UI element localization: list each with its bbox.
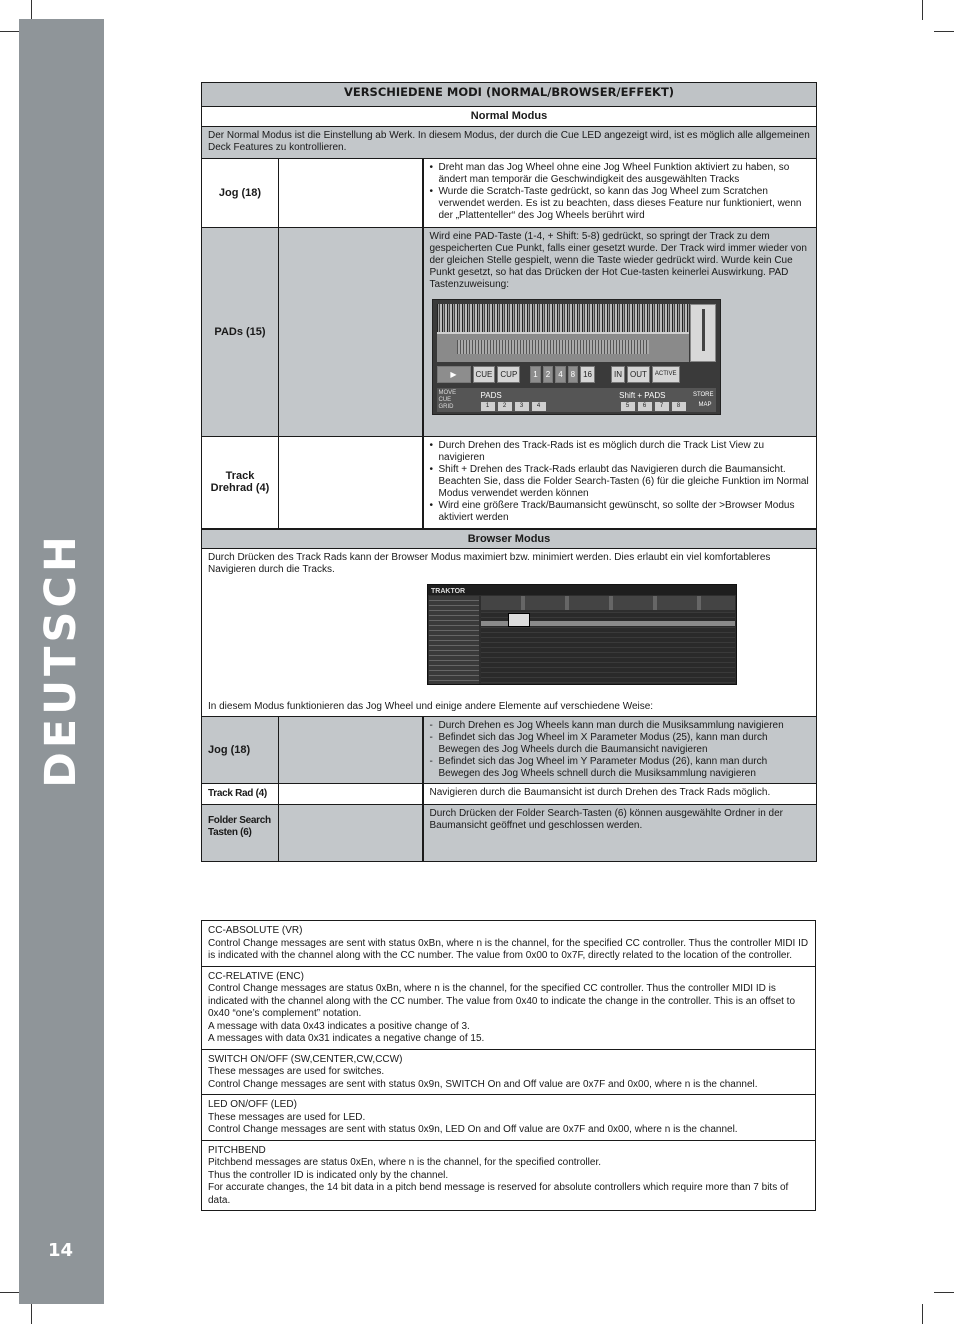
normal-mode-heading: Normal Modus <box>202 107 817 127</box>
browser-mode-intro-cell <box>202 549 817 717</box>
pad-mode-labels: MOVE CUE GRID <box>438 390 457 410</box>
midi-switch: SWITCH ON/OFF (SW,CENTER,CW,CCW) These messages are used for switches. Control Change messages are sent with status 0x9n, SWITCH On and Off value are 0x7F and 0x00, where n is the channel. <box>202 1050 815 1096</box>
list-item: • Shift + Drehen des Track-Rads erlaubt das Navigieren durch die Baumansicht. Beachten Sie, dass die Folder Search-Tasten (6) für die gleiche Funktion im Normal Modus verwendet werden können <box>430 464 811 500</box>
loop-1-button: 1 <box>530 366 540 383</box>
language-label: DEUTSCH <box>36 532 86 788</box>
loop-8-button: 8 <box>568 366 578 383</box>
jog-description <box>423 159 817 228</box>
midi-section-title: CC-RELATIVE (ENC) <box>208 970 304 982</box>
waveform <box>437 304 689 362</box>
map-label: MAP <box>698 402 712 408</box>
crop-mark <box>0 1292 20 1293</box>
browser-mode-intro: Durch Drücken des Track Rads kann der Browser Modus maximiert bzw. minimiert werden. Dies erlaubt ein viel komfortableres Navigieren durch die Tracks. <box>208 552 771 575</box>
folder-search-label: Folder Search Tasten (6) <box>202 805 279 862</box>
midi-section-title: PITCHBEND <box>208 1144 266 1156</box>
loop-4-button: 4 <box>555 366 565 383</box>
track-rad-empty-cell <box>279 784 423 805</box>
midi-section-title: SWITCH ON/OFF (SW,CENTER,CW,CCW) <box>208 1053 403 1065</box>
store-label: STORE <box>692 392 714 398</box>
crop-mark <box>922 1304 923 1324</box>
browser-favorites <box>481 596 735 610</box>
browser-tree <box>429 596 479 684</box>
in-button: IN <box>611 366 625 383</box>
traktor-browser-screenshot <box>427 584 737 685</box>
folder-search-description: Durch Drücken der Folder Search-Tasten (6) können ausgewählte Ordner in der Baumansicht geöffnet und geschlossen werden. <box>423 805 817 862</box>
list-item: • Wurde die Scratch-Taste gedrückt, so kann das Jog Wheel zum Scratchen verwendet werden. Es ist zu beachten, dass dieses Feature nur funktioniert, wenn der „Plattenteller“ des Jog Wheels berührt wird <box>430 186 811 222</box>
out-button: OUT <box>627 366 650 383</box>
track-drehrad-description <box>423 437 817 529</box>
pads-1-4: 1 2 3 4 <box>481 402 546 411</box>
jog-label: Jog (18) <box>202 159 279 228</box>
browser-jog-empty-cell <box>279 717 423 784</box>
play-icon: ▶ <box>437 366 471 383</box>
crop-mark <box>0 31 20 32</box>
list-item: • Wird eine größere Track/Baumansicht gewünscht, so sollte der >Browser Modus aktiviert werden <box>430 500 811 524</box>
midi-pitchbend: PITCHBEND Pitchbend messages are status 0xEn, where n is the channel, for the specified controller. Thus the controller ID is indicated only by the channel. For accurate changes, the 14 bit data in a pitch bend message is reserved for absolute controllers which require more than 7 bits of data. <box>202 1141 815 1211</box>
pads-5-8: 5 6 7 8 <box>621 402 686 411</box>
loop-2-button: 2 <box>543 366 553 383</box>
crop-mark <box>934 1292 954 1293</box>
list-item: - Befindet sich das Jog Wheel im X Parameter Modus (25), kann man durch Bewegen des Jog Wheels durch die Baumansicht navigieren <box>430 732 811 756</box>
track-rad-label: Track Rad (4) <box>202 784 279 805</box>
midi-cc-relative: CC-RELATIVE (ENC) Control Change messages are status 0xBn, where n is the channel, for the specified CC controller. Thus the controller MIDI ID is indicated with the channel along with the CC number. The value from 0x40 to indicate the change in the controller. This is an offset to 0x40 “one’s complement” notation. A message with data 0x43 indicates a positive change of 3. A messages with data 0x31 indicates a negative change of 15. <box>202 967 815 1050</box>
midi-section-title: CC-ABSOLUTE (VR) <box>208 925 303 936</box>
cover-art <box>508 613 530 627</box>
list-item: • Durch Drehen des Track-Rads ist es möglich durch die Track List View zu navigieren <box>430 440 811 464</box>
browser-jog-label: Jog (18) <box>202 717 279 784</box>
track-rad-description: Navigieren durch die Baumansicht ist durch Drehen des Track Rads möglich. <box>423 784 817 805</box>
browser-mode-heading: Browser Modus <box>202 529 817 549</box>
loop-16-button: 16 <box>580 366 595 383</box>
midi-message-table <box>201 920 816 1211</box>
crop-mark <box>934 31 954 32</box>
normal-mode-intro: Der Normal Modus ist die Einstellung ab Werk. In diesem Modus, der durch die Cue LED angezeigt wird, ist es möglich alle allgemeinen Deck Features zu kontrollieren. <box>202 127 817 159</box>
shift-pads-label: Shift + PADS <box>619 391 666 400</box>
pads-label: PADs (15) <box>202 228 279 437</box>
page-number: 14 <box>48 1240 74 1261</box>
modes-table <box>201 82 817 862</box>
crop-mark <box>31 0 32 20</box>
list-item: - Durch Drehen es Jog Wheels kann man durch die Musiksammlung navigieren <box>430 720 811 732</box>
deck-pads-screenshot <box>432 299 721 415</box>
pad-strip <box>437 388 716 412</box>
cup-button: CUP <box>497 366 520 383</box>
pads-label-screen: PADS <box>480 391 502 400</box>
track-drehrad-empty-cell <box>279 437 423 529</box>
crop-mark <box>922 0 923 20</box>
active-button: ACTIVE <box>652 366 680 383</box>
pads-description <box>423 228 817 437</box>
pads-empty-cell <box>279 228 423 437</box>
folder-search-empty-cell <box>279 805 423 862</box>
tempo-fader <box>690 304 716 362</box>
browser-mode-note: In diesem Modus funktionieren das Jog Wheel und einige andere Elemente auf verschiedene Weise: <box>208 701 654 712</box>
midi-led: LED ON/OFF (LED) These messages are used for LED. Control Change messages are sent with status 0x9n, LED On and Off value are 0x7F and 0x00, where n is the channel. <box>202 1095 815 1141</box>
browser-jog-description <box>423 717 817 784</box>
cue-button: CUE <box>473 366 496 383</box>
list-item: - Befindet sich das Jog Wheel im Y Parameter Modus (26), kann man durch Bewegen des Jog Wheels schnell durch die Musiksammlung navigieren <box>430 756 811 780</box>
midi-cc-absolute: CC-ABSOLUTE (VR) Control Change messages are sent with status 0xBn, where n is the channel, for the specified CC controller. Thus the controller MIDI ID is indicated with the channel along with the CC number. The value from 0x00 to 0x7F, directly related to the location of the controller. <box>202 921 815 967</box>
traktor-logo: TRAKTOR <box>431 588 466 595</box>
jog-empty-cell <box>279 159 423 228</box>
deck-button-row <box>437 364 716 384</box>
track-drehrad-label: Track Drehrad (4) <box>202 437 279 529</box>
modes-table-title: VERSCHIEDENE MODI (NORMAL/BROWSER/EFFEKT) <box>202 83 817 107</box>
crop-mark <box>31 1304 32 1324</box>
pads-text: Wird eine PAD-Taste (1-4, + Shift: 5-8) gedrückt, so springt der Track zu dem gespeicherten Cue Punkt, falls einer gesetzt wurde. Der Track wird immer wieder von der gleichen Stelle gespielt, wenn die Taste wieder gedrückt wird. Wurde kein Cue Punkt gesetzt, so hat das Drücken der Hot Cue-tasten keinerlei Auswirkung. PAD Tastenzuweisung: <box>429 231 807 290</box>
midi-section-title: LED ON/OFF (LED) <box>208 1099 297 1110</box>
list-item: • Dreht man das Jog Wheel ohne eine Jog Wheel Funktion aktiviert zu haben, so ändert man temporär die Geschwindigkeit des ausgewählten Tracks <box>430 162 811 186</box>
